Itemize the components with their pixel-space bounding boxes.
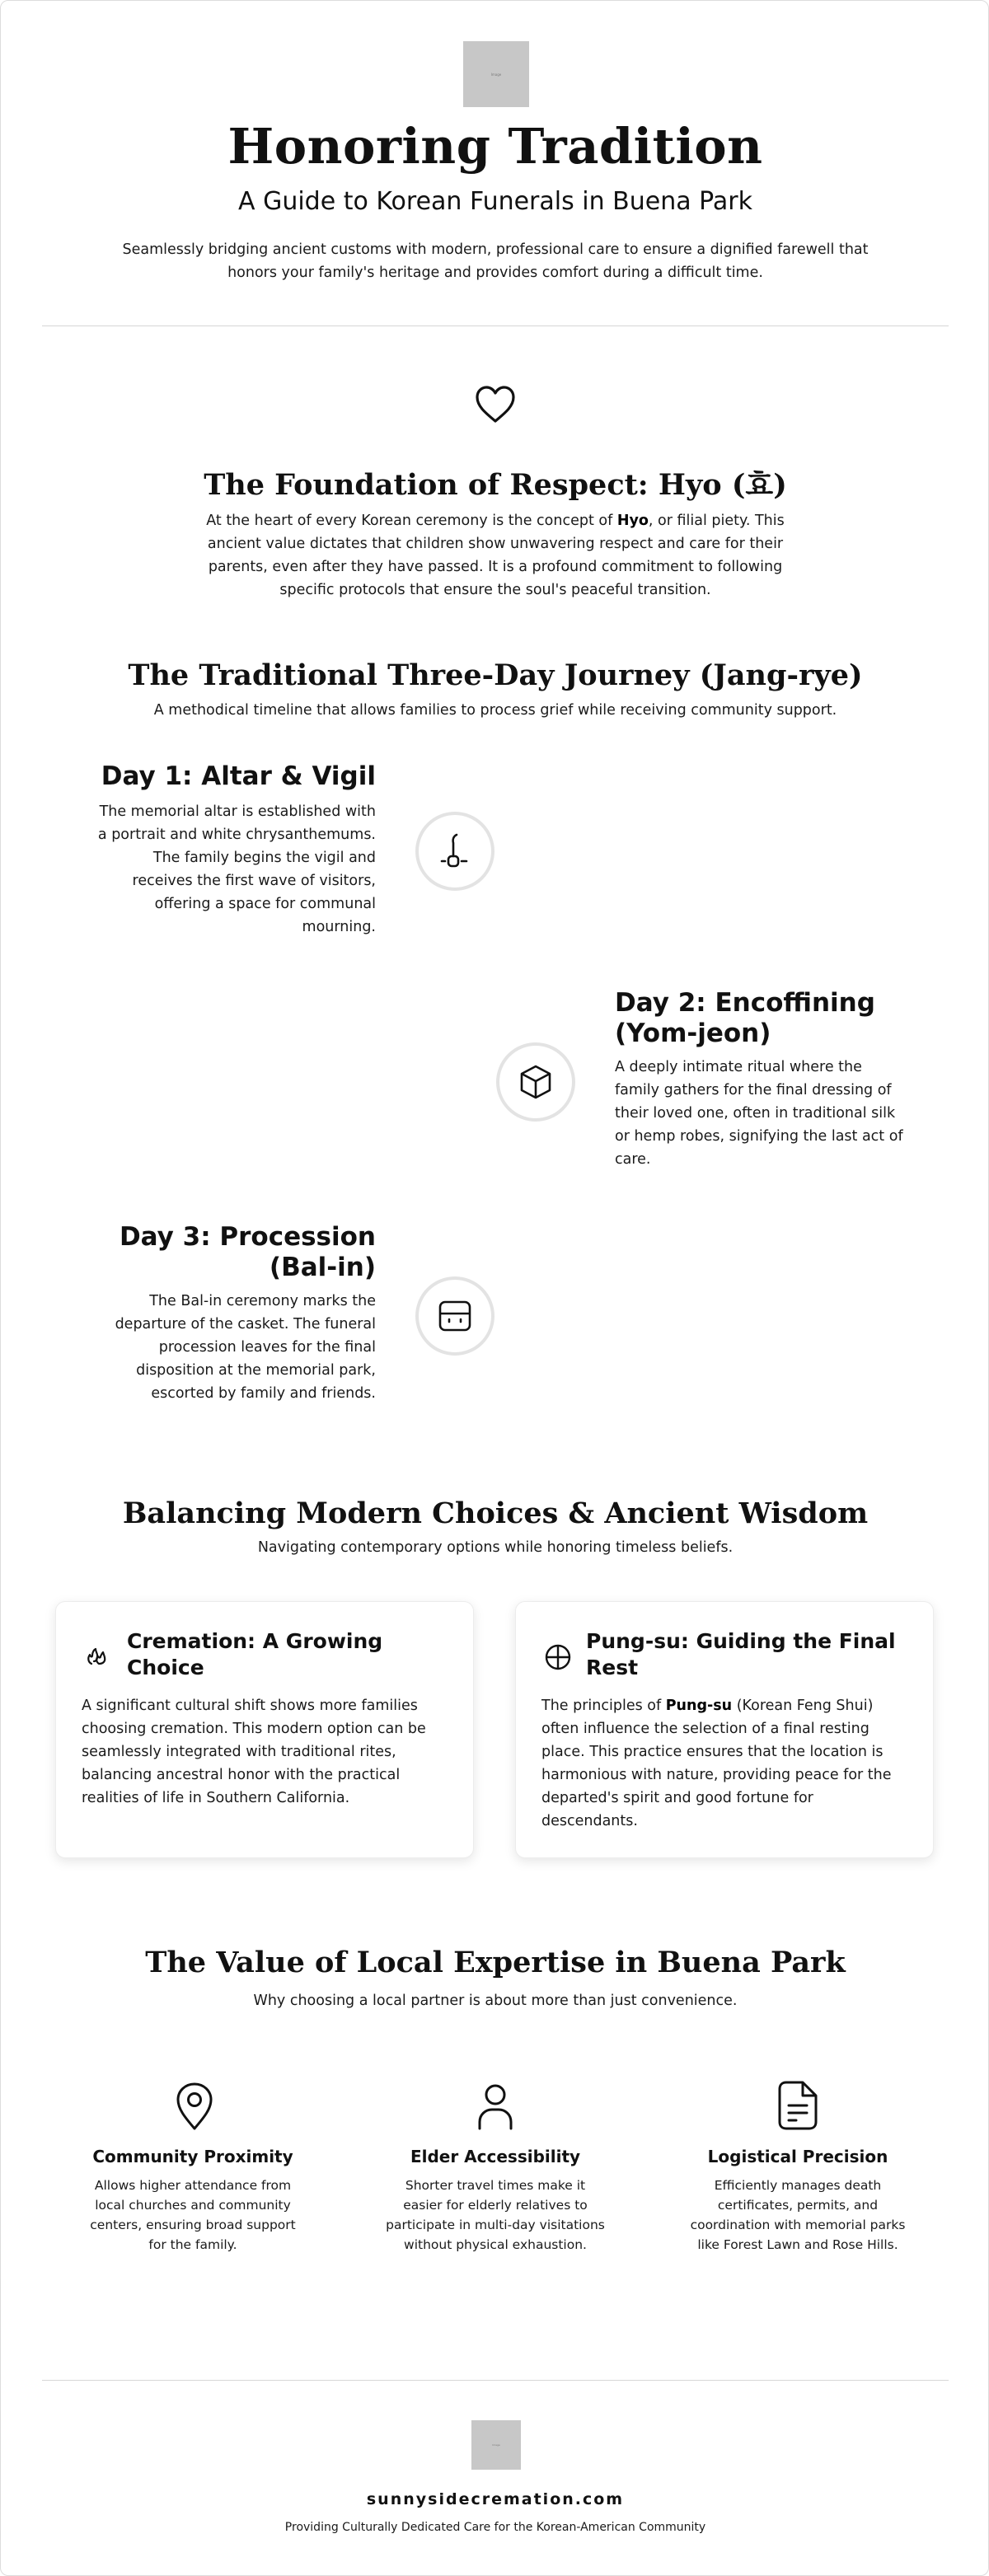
journey-title: The Traditional Three-Day Journey (Jang-rye) <box>128 658 863 692</box>
cremation-card-text <box>82 1694 452 1810</box>
header-logo-placeholder-text: Image <box>490 72 502 77</box>
modern-subtitle: Navigating contemporary options while honoring timeless beliefs. <box>257 1539 734 1556</box>
footer-logo-image <box>471 2420 521 2470</box>
footer-divider <box>42 2380 949 2381</box>
user-icon <box>472 2081 518 2132</box>
candle-icon <box>438 830 471 873</box>
cremation-card-title: Cremation: A Growing Choice <box>127 1629 383 1679</box>
day-2-icon-circle <box>496 1042 575 1122</box>
local-title: The Value of Local Expertise in Buena Park <box>145 1946 846 1979</box>
heart-icon <box>474 385 517 424</box>
day-3-text: The Bal-in ceremony marks the departure of the casket. The funeral procession leaves for the final disposition at the memorial park, escorted by family and friends. <box>115 1293 376 1402</box>
logistical-precision-text: Efficiently manages death certificates, permits, and coordination with memorial parks like Forest Lawn and Rose Hills. <box>690 2178 906 2252</box>
casket-icon <box>436 1298 474 1334</box>
header-logo-image <box>463 41 529 107</box>
day-2-title: Day 2: Encoffining (Yom-jeon) <box>615 988 875 1048</box>
elder-accessibility-title: Elder Accessibility <box>410 2147 581 2166</box>
day-3-title: Day 3: Procession (Bal-in) <box>119 1222 376 1282</box>
intro-text: Seamlessly bridging ancient customs with modern, professional care to ensure a dignified farewell that honors your family's heritage and provides comfort during a difficult time. <box>122 241 869 281</box>
hyo-title: The Foundation of Respect: Hyo (효) <box>204 468 787 502</box>
modern-title: Balancing Modern Choices & Ancient Wisdom <box>122 1496 869 1530</box>
hyo-text-intro: At the heart of every Korean ceremony is the concept of <box>206 513 617 529</box>
day-2-text: A deeply intimate ritual where the family gathers for the final dressing of their loved one, often in traditional silk or hemp robes, signifying the last act of care. <box>615 1059 903 1168</box>
community-proximity-text: Allows higher attendance from local churches and community centers, ensuring broad support for the family. <box>90 2178 296 2252</box>
hyo-text <box>190 509 800 602</box>
cremation-card <box>55 1601 474 1858</box>
day-1-text: The memorial altar is established with a portrait and white chrysanthemums. The family begins the vigil and receives the first wave of visitors, offering a space for communal mourning. <box>97 803 376 935</box>
hyo-text-term: Hyo <box>616 513 649 529</box>
document-icon <box>775 2079 821 2132</box>
box-icon <box>517 1063 555 1101</box>
pungsu-card-text-intro: The principles of <box>541 1698 666 1714</box>
footer-tagline: Providing Culturally Dedicated Care for the Korean-American Community <box>284 2521 706 2534</box>
journey-subtitle: A methodical timeline that allows families to process grief while receiving community support. <box>153 702 837 719</box>
elder-accessibility-text: Shorter travel times make it easier for elderly relatives to participate in multi-day visitations without physical exhaustion. <box>386 2178 605 2252</box>
pungsu-card-title: Pung-su: Guiding the Final Rest <box>586 1629 896 1679</box>
page-subtitle: A Guide to Korean Funerals in Buena Park <box>238 187 752 216</box>
flame-icon <box>86 1646 107 1666</box>
local-subtitle: Why choosing a local partner is about more than just convenience. <box>253 1993 738 2009</box>
cremation-card-text-main: A significant cultural shift shows more families choosing cremation. This modern option can be seamlessly integrated with traditional rites, balancing ancestral honor with the practical realities of life in Southern California. <box>82 1698 426 1806</box>
map-pin-icon <box>171 2081 218 2132</box>
pungsu-card-text-term: Pung-su <box>665 1698 733 1714</box>
hyo-text-rest: , or filial piety. This ancient value dictates that children show unwavering respect and care for their parents, even after they have passed. It is a profound commitment to following specific protocols that ensure the soul's peaceful transition. <box>207 513 785 598</box>
community-proximity-title: Community Proximity <box>92 2147 293 2166</box>
day-3-icon-circle <box>415 1276 494 1356</box>
footer-website-link[interactable]: sunnysidecremation.com <box>366 2490 625 2508</box>
compass-icon <box>544 1643 572 1671</box>
pungsu-card <box>515 1601 934 1858</box>
page-title: Honoring Tradition <box>227 118 763 175</box>
day-1-title: Day 1: Altar & Vigil <box>101 761 376 791</box>
pungsu-card-text-rest: (Korean Feng Shui) often influence the selection of a final resting place. This practice ensures that the location is harmonious with nature, providing peace for the departed's spirit and good fortune for descendants. <box>541 1698 892 1829</box>
pungsu-card-text <box>541 1694 912 1833</box>
logistical-precision-title: Logistical Precision <box>707 2147 888 2166</box>
day-1-icon-circle <box>415 812 494 891</box>
footer-logo-placeholder-text: Image <box>492 2443 500 2447</box>
